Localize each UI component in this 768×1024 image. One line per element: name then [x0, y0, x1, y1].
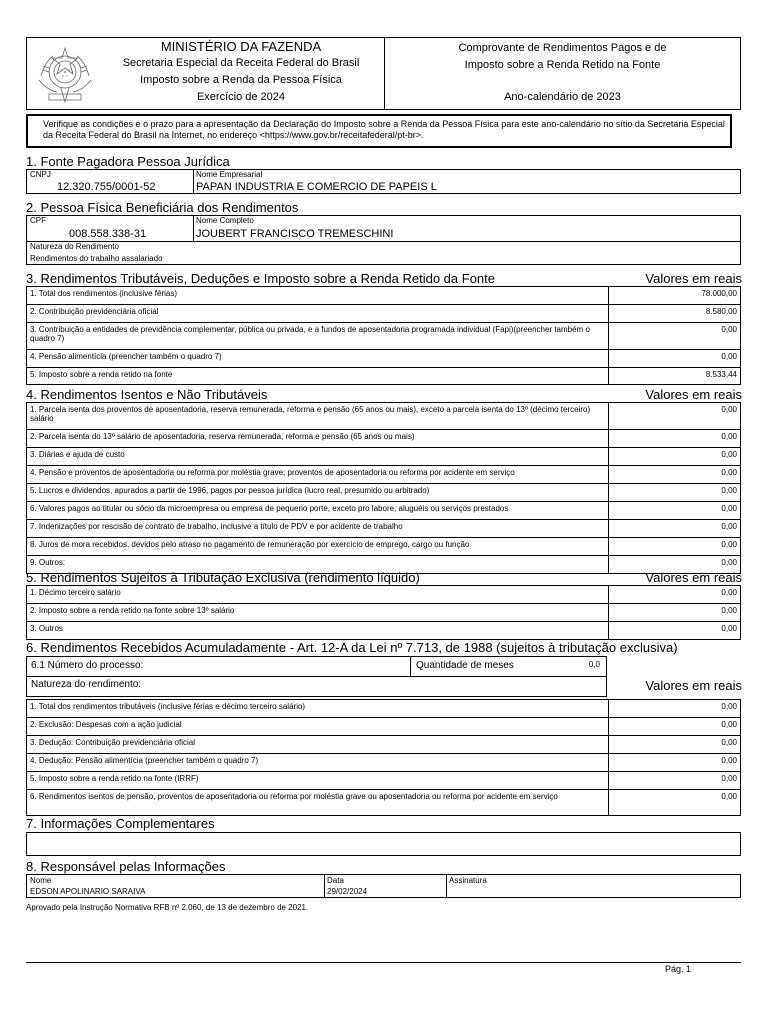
- signature-label: Assinatura: [449, 876, 487, 885]
- process-number-label: 6.1 Número do processo:: [31, 660, 144, 671]
- process-vdivider: [410, 657, 411, 676]
- responsible-name-label: Nome: [30, 876, 52, 885]
- table-row: [27, 519, 740, 537]
- ministry-title: MINISTÉRIO DA FAZENDA: [160, 39, 322, 54]
- row-value: 0,00: [608, 323, 740, 349]
- row-description: 8. Juros de mora recebidos, devidos pelo atraso no pagamento de remuneração por exercício de emprego, cargo ou função: [30, 540, 470, 549]
- row-value: 0,00: [608, 604, 740, 621]
- row-description: 1. Parcela isenta dos proventos de aposentadoria, reserva remunerada, reforma e pensão (65 anos ou mais), exceto a parcela isenta do 13º (décimo terceiro) salário: [30, 405, 591, 423]
- section3-table: [26, 286, 741, 385]
- row-description: 5. Imposto sobre a renda retido na fonte: [30, 370, 173, 379]
- row-description: 7. Indenizações por rescisão de contrato de trabalho, inclusive a título de PDV e por acidente de trabalho: [30, 522, 403, 531]
- row-value: 0,00: [608, 586, 740, 603]
- beneficiary-name-label: Nome Completo: [196, 216, 254, 225]
- row-value: 0,00: [608, 718, 740, 735]
- row-description: 6. Rendimentos isentos de pensão, proventos de aposentadoria ou reforma por moléstia grave ou aposentadoria ou reforma por acidente em serviço: [30, 792, 558, 801]
- process-hdivider: [27, 676, 606, 677]
- section3-values-label: Valores em reais: [645, 271, 742, 286]
- header-box: [26, 37, 741, 110]
- table-row: [27, 537, 740, 555]
- date-value: 29/02/2024: [327, 887, 368, 896]
- section1-title: 1. Fonte Pagadora Pessoa Jurídica: [26, 154, 230, 169]
- calendar-year: Ano-calendário de 2023: [504, 91, 621, 103]
- table-row: [27, 789, 740, 815]
- row-description: 2. Contribuição previdenciária oficial: [30, 307, 159, 316]
- page-number: Pág. 1: [664, 964, 691, 974]
- responsible-name-value: EDSON APOLINARIO SARAIVA: [30, 887, 146, 896]
- row-value: 0,00: [608, 538, 740, 555]
- tax-title: Imposto sobre a Renda da Pessoa Física: [140, 74, 342, 86]
- section7-title: 7. Informações Complementares: [26, 816, 215, 831]
- coat-of-arms-icon: [35, 42, 95, 106]
- section2-title: 2. Pessoa Física Beneficiária dos Rendimentos: [26, 200, 299, 215]
- section2-box: [26, 215, 741, 265]
- row-description: 3. Contribuição a entidades de previdência complementar, pública ou privada, e a fundos de aposentadoria programada individual (Fapi)(preencher também o quadro 7): [30, 325, 590, 343]
- income-nature-label-6: Natureza do rendimento:: [31, 679, 142, 690]
- section5-title: 5. Rendimentos Sujeitos à Tributação Exclusiva (rendimento líquido): [26, 570, 420, 585]
- cnpj-label: CNPJ: [30, 170, 51, 179]
- row-value: 0,00: [608, 484, 740, 501]
- row-value: 78.000,00: [608, 287, 740, 304]
- section6-values-label: Valores em reais: [645, 678, 742, 693]
- cpf-value: 008.558.338-31: [69, 228, 147, 240]
- document-title-line2: Imposto sobre a Renda Retido na Fonte: [464, 59, 661, 71]
- notice-text: Verifique as condições e o prazo para a apresentação da Declaração do Imposto sobre a Renda da Pessoa Física para este ano-calendário no sítio da Secretaria Especial da Receita Federal do Brasil na Internet, no endereço <https://www.gov.br/receitafederal/pt-br>.: [43, 119, 725, 140]
- income-nature-value: Rendimentos do trabalho assalariado: [30, 254, 163, 263]
- row-description: 9. Outros:: [30, 558, 66, 567]
- table-row: [27, 304, 740, 322]
- row-value: 8.533,44: [608, 368, 740, 384]
- row-value: 0,00: [608, 772, 740, 789]
- document-title-line1: Comprovante de Rendimentos Pagos e de: [458, 42, 667, 54]
- row-value: 0,00: [608, 736, 740, 753]
- table-row: [27, 367, 740, 384]
- table-row: [27, 287, 740, 304]
- exercise-year: Exercício de 2024: [196, 91, 286, 103]
- company-name-label: Nome Empresarial: [196, 170, 263, 179]
- row-description: 4. Dedução: Pensão alimentícia (preencher também o quadro 7): [30, 756, 259, 765]
- row-description: 2. Imposto sobre a renda retido na fonte sobre 13º salário: [30, 606, 235, 615]
- row-description: 3. Dedução: Contribuição previdenciária oficial: [30, 738, 195, 747]
- months-label: Quantidade de meses: [416, 660, 514, 671]
- cpf-label: CPF: [30, 216, 46, 225]
- table-row: [27, 586, 740, 603]
- section5-table: [26, 585, 741, 640]
- section6-title: 6. Rendimentos Recebidos Acumuladamente - Art. 12-A da Lei nº 7.713, de 1988 (sujeitos à tributação exclusiva): [26, 640, 678, 655]
- income-nature-label: Natureza do Rendimento: [30, 242, 119, 251]
- row-value: 0,00: [608, 790, 740, 815]
- section4-table: [26, 402, 741, 574]
- row-value: 0,00: [608, 430, 740, 447]
- section8-divider1: [324, 875, 325, 897]
- row-description: 2. Exclusão: Despesas com a ação judicial: [30, 720, 182, 729]
- table-row: [27, 603, 740, 621]
- approval-note: Aprovado pela Instrução Normativa RFB nº 2.060, de 13 de dezembro de 2021.: [26, 903, 309, 912]
- beneficiary-name-value: JOUBERT FRANCISCO TREMESCHINI: [196, 228, 394, 240]
- row-description: 6. Valores pagos ao titular ou sócio da microempresa ou empresa de pequeno porte, exceto pro labore, aluguéis ou serviços prestados: [30, 504, 509, 513]
- row-value: 0,00: [608, 502, 740, 519]
- table-row: [27, 429, 740, 447]
- row-description: 5. Lucros e dividendos, apurados a partir de 1996, pagos por pessoa jurídica (lucro real, presumido ou arbitrado): [30, 486, 430, 495]
- row-description: 2. Parcela isenta do 13º salário de aposentadoria, reserva remunerada, reforma e pensão (65 anos ou mais): [30, 432, 415, 441]
- table-row: [27, 735, 740, 753]
- table-row: [27, 447, 740, 465]
- section5-values-label: Valores em reais: [645, 570, 742, 585]
- months-value: 0,0: [588, 660, 600, 669]
- row-value: 0,00: [608, 754, 740, 771]
- table-row: [27, 717, 740, 735]
- company-name-value: PAPAN INDUSTRIA E COMERCIO DE PAPEIS L: [196, 181, 437, 193]
- row-value: 0,00: [608, 448, 740, 465]
- row-value: 8.580,00: [608, 305, 740, 322]
- section8-title: 8. Responsável pelas Informações: [26, 859, 226, 874]
- footer-line: [26, 962, 741, 963]
- section8-box: [26, 874, 741, 898]
- section2-vdivider: [193, 216, 194, 241]
- table-row: [27, 403, 740, 429]
- section4-values-label: Valores em reais: [645, 387, 742, 402]
- table-row: [27, 621, 740, 639]
- row-description: 5. Imposto sobre a renda retido na fonte (IRRF): [30, 774, 199, 783]
- table-row: [27, 501, 740, 519]
- row-value: 0,00: [608, 700, 740, 717]
- row-value: 0,00: [608, 350, 740, 367]
- table-row: [27, 322, 740, 349]
- section6-table: [26, 699, 741, 816]
- section6-process-box: [26, 656, 607, 697]
- row-description: 3. Outros: [30, 624, 63, 633]
- row-value: 0,00: [608, 403, 740, 429]
- section1-divider: [193, 170, 194, 193]
- table-row: [27, 483, 740, 501]
- section1-box: [26, 169, 741, 194]
- section4-title: 4. Rendimentos Isentos e Não Tributáveis: [26, 387, 268, 402]
- row-description: 4. Pensão e proventos de aposentadoria ou reforma por moléstia grave; proventos de aposentadoria ou reforma por acidente em serviço: [30, 468, 515, 477]
- row-description: 1. Total dos rendimentos (inclusive férias): [30, 289, 178, 298]
- row-description: 1. Total dos rendimentos tributáveis (inclusive férias e décimo terceiro salário): [30, 702, 306, 711]
- row-value: 0,00: [608, 556, 740, 573]
- cnpj-value: 12.320.755/0001-52: [57, 181, 156, 193]
- row-description: 1. Décimo terceiro salário: [30, 588, 121, 597]
- row-value: 0,00: [608, 520, 740, 537]
- section2-hdivider: [27, 241, 740, 242]
- row-value: 0,00: [608, 622, 740, 639]
- date-label: Data: [327, 876, 344, 885]
- table-row: [27, 753, 740, 771]
- table-row: [27, 349, 740, 367]
- complementary-info-box: [26, 832, 741, 856]
- section8-divider2: [446, 875, 447, 897]
- row-description: 4. Pensão alimentícia (preencher também o quadro 7): [30, 352, 222, 361]
- row-value: 0,00: [608, 466, 740, 483]
- section3-title: 3. Rendimentos Tributáveis, Deduções e Imposto sobre a Renda Retido da Fonte: [26, 271, 495, 286]
- table-row: [27, 700, 740, 717]
- row-description: 3. Diárias e ajuda de custo: [30, 450, 125, 459]
- table-row: [27, 771, 740, 789]
- table-row: [27, 465, 740, 483]
- secretariat-title: Secretaria Especial da Receita Federal do Brasil: [122, 57, 360, 69]
